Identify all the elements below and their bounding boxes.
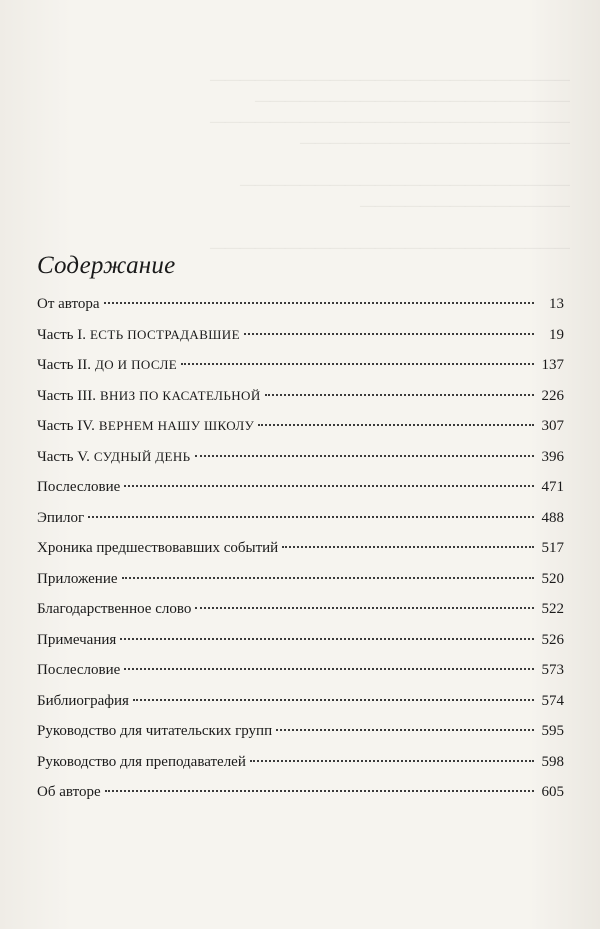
show-through-text: ———————————————————————— ————————————————————— ———————————————————————— —————————————————— —————————————————————— —————————————— ———————————————————————— <box>210 72 570 256</box>
toc-entry-caps: ДО И ПОСЛЕ <box>94 357 178 372</box>
toc-entry-page-number: 226 <box>541 387 564 404</box>
dot-leader <box>258 424 534 426</box>
dot-leader <box>250 760 534 762</box>
toc-entry-page-number: 396 <box>541 448 564 465</box>
toc-entry-title <box>37 571 118 588</box>
toc-entry[interactable] <box>37 296 564 327</box>
toc-entry-prefix: Благодарственное слово <box>37 601 192 617</box>
toc-entry[interactable] <box>37 479 564 510</box>
toc-entry-page-number: 137 <box>541 357 564 373</box>
toc-entry[interactable] <box>37 540 564 571</box>
toc-entry-title <box>37 357 177 374</box>
toc-entry-title <box>37 754 246 771</box>
toc-entry-title <box>37 723 272 740</box>
toc-entry-page-number: 19 <box>549 326 564 343</box>
toc-entry-prefix: Часть I. <box>37 326 86 343</box>
toc-entry-page-number: 526 <box>541 631 564 648</box>
toc-entry[interactable] <box>37 754 564 785</box>
toc-entry-title <box>37 784 101 801</box>
toc-entry[interactable] <box>37 632 564 663</box>
dot-leader <box>265 394 534 396</box>
dot-leader <box>105 790 534 792</box>
toc-entry[interactable] <box>37 510 564 541</box>
dot-leader <box>282 546 534 548</box>
dot-leader <box>181 363 534 365</box>
toc-entry-caps: СУДНЫЙ ДЕНЬ <box>93 448 191 464</box>
toc-entry-title <box>37 418 254 435</box>
toc-entry[interactable] <box>37 601 564 632</box>
toc-entry-page-number: 522 <box>541 601 564 617</box>
dot-leader <box>195 607 534 609</box>
toc-entry-page-number: 595 <box>541 723 564 739</box>
toc-entry-title <box>37 510 84 527</box>
dot-leader <box>124 668 534 670</box>
toc-entry-page-number: 574 <box>541 692 564 709</box>
toc-entry-title <box>37 601 191 618</box>
dot-leader <box>276 729 534 731</box>
toc-entry-title <box>37 662 120 679</box>
dot-leader <box>195 455 534 457</box>
toc-entry[interactable] <box>37 388 564 419</box>
toc-entry-title <box>37 540 278 557</box>
table-of-contents <box>37 296 564 815</box>
toc-entry-prefix: Руководство для читательских групп <box>37 723 273 739</box>
toc-entry-page-number: 307 <box>541 418 564 434</box>
toc-entry-page-number: 517 <box>541 540 564 556</box>
toc-entry-prefix: Эпилог <box>37 509 85 526</box>
toc-entry-page-number: 520 <box>541 570 564 587</box>
toc-entry-prefix: Об авторе <box>37 784 101 800</box>
toc-entry-title <box>37 296 100 313</box>
toc-entry[interactable] <box>37 357 564 388</box>
dot-leader <box>244 333 534 335</box>
toc-entry-prefix: Приложение <box>37 570 118 587</box>
toc-entry-caps: ЕСТЬ ПОСТРАДАВШИЕ <box>89 326 240 342</box>
toc-entry[interactable] <box>37 784 564 815</box>
toc-entry-page-number: 598 <box>541 753 564 770</box>
toc-entry-prefix: Послесловие <box>37 662 121 678</box>
toc-entry[interactable] <box>37 662 564 693</box>
toc-entry[interactable] <box>37 723 564 754</box>
dot-leader <box>120 638 534 640</box>
dot-leader <box>124 485 534 487</box>
toc-entry-title <box>37 632 116 649</box>
toc-entry-title <box>37 388 261 405</box>
toc-entry-title <box>37 327 240 344</box>
toc-entry-page-number: 605 <box>541 784 564 800</box>
toc-heading: Содержание <box>37 252 176 279</box>
dot-leader <box>88 516 534 518</box>
toc-entry-page-number: 488 <box>541 509 564 526</box>
toc-entry-prefix: Примечания <box>37 631 117 648</box>
toc-entry[interactable] <box>37 327 564 358</box>
dot-leader <box>104 302 534 304</box>
toc-entry-title <box>37 449 191 466</box>
toc-entry[interactable] <box>37 571 564 602</box>
toc-entry-prefix: От автора <box>37 296 100 312</box>
toc-entry-prefix: Часть V. <box>37 448 90 465</box>
toc-entry-caps: ВНИЗ ПО КАСАТЕЛЬНОЙ <box>99 387 261 403</box>
toc-entry-title <box>37 693 129 710</box>
toc-entry-prefix: Руководство для преподавателей <box>37 753 246 770</box>
toc-entry-caps: ВЕРНЕМ НАШУ ШКОЛУ <box>98 418 255 433</box>
toc-entry-prefix: Хроника предшествовавших событий <box>37 540 279 556</box>
toc-entry-prefix: Библиография <box>37 692 129 709</box>
toc-entry-prefix: Часть II. <box>37 357 91 373</box>
toc-entry-title <box>37 479 120 496</box>
toc-entry-prefix: Послесловие <box>37 479 121 495</box>
dot-leader <box>122 577 534 579</box>
toc-entry-page-number: 573 <box>541 662 564 678</box>
dot-leader <box>133 699 534 701</box>
toc-entry[interactable] <box>37 449 564 480</box>
toc-entry[interactable] <box>37 418 564 449</box>
toc-entry-page-number: 471 <box>541 479 564 495</box>
toc-entry-prefix: Часть III. <box>37 387 96 404</box>
toc-entry-page-number: 13 <box>549 296 564 312</box>
toc-entry-prefix: Часть IV. <box>37 418 95 434</box>
toc-entry[interactable] <box>37 693 564 724</box>
